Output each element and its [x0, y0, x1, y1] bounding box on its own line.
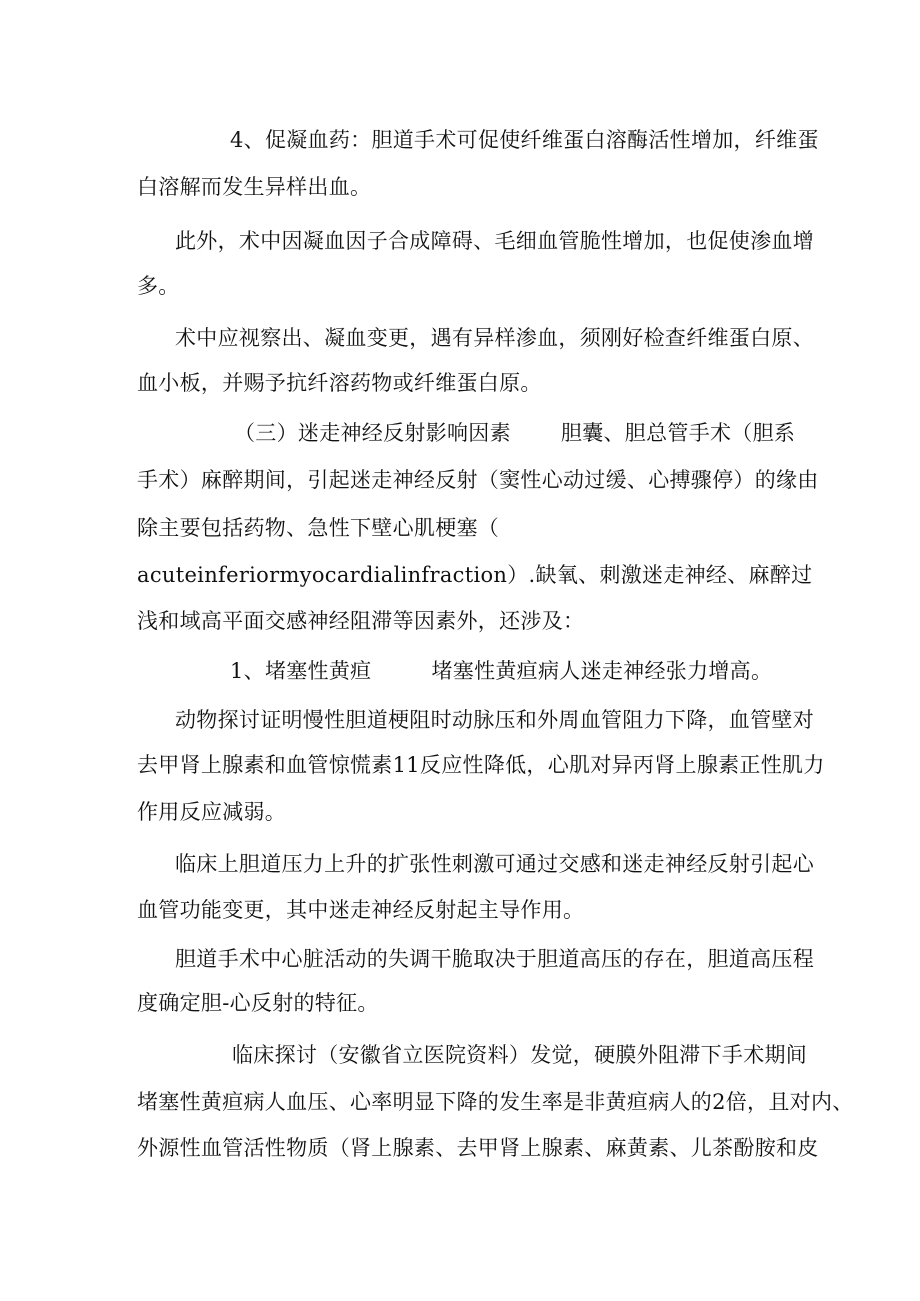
- p6-line-2: 去甲肾上腺素和血管惊慌素11反应性降低，心肌对异丙肾上腺素正性肌力: [137, 753, 825, 777]
- p7-line-2: 血管功能变更，其中迷走神经反射起主导作用。: [137, 898, 585, 922]
- p4-heading: （三）迷走神经反射影响因素: [234, 421, 511, 445]
- p4-line-4: 浅和域高平面交感神经阻滞等因素外，还涉及：: [137, 609, 585, 633]
- p9-line-3: 外源性血管活性物质（肾上腺素、去甲肾上腺素、麻黄素、儿茶酚胺和皮: [137, 1136, 819, 1160]
- p1-line-2: 白溶解而发生异样出血。: [137, 175, 372, 199]
- p6-line-1: 动物探讨证明慢性胆道梗阻时动脉压和外周血管阻力下降，血管壁对: [175, 708, 814, 732]
- p5-heading-rest: 堵塞性黄疸病人迷走神经张力增高。: [431, 659, 773, 683]
- p2-line-2: 多。: [137, 274, 180, 298]
- p7-line-1: 临床上胆道压力上升的扩张性刺激可通过交感和迷走神经反射引起心: [175, 852, 814, 876]
- p1-line-1: 4、促凝血药：胆道手术可促使纤维蛋白溶酶活性增加，纤维蛋: [230, 128, 819, 152]
- p4-heading-line: [234, 418, 796, 448]
- p6-line-3: 作用反应减弱。: [137, 800, 287, 824]
- p2-line-1: 此外，术中因凝血因子合成障碍、毛细血管脆性增加，也促使渗血增: [175, 229, 814, 253]
- p3-line-2: 血小板，并赐予抗纤溶药物或纤维蛋白原。: [137, 371, 542, 395]
- p4-line-3: acuteinferiormyocardialinfraction）.缺氧、刺激迷走神经、麻醉过: [137, 563, 813, 587]
- p5-heading: 1、堵塞性黄疸: [230, 659, 372, 683]
- p9-line-2: 堵塞性黄疸病人血压、心率明显下降的发生率是非黄疸病人的2倍，且对内、: [137, 1090, 854, 1114]
- p8-line-1: 胆道手术中心脏活动的失调干脆取决于胆道高压的存在，胆道高压程: [175, 947, 814, 971]
- p4-line-1: 手术）麻醉期间，引起迷走神经反射（窦性心动过缓、心搏骤停）的缘由: [137, 468, 819, 492]
- p4-line-2: 除主要包括药物、急性下壁心肌梗塞（: [137, 516, 500, 540]
- p5-line: [230, 656, 790, 686]
- p3-line-1: 术中应视察出、凝血变更，遇有异样渗血，须刚好检查纤维蛋白原、: [175, 326, 814, 350]
- p9-line-1: 临床探讨（安徽省立医院资料）发觉，硬膜外阻滞下手术期间: [232, 1043, 808, 1067]
- p8-line-2: 度确定胆-心反射的特征。: [137, 991, 379, 1015]
- p4-heading-rest: 胆囊、胆总管手术（胆系: [560, 421, 796, 445]
